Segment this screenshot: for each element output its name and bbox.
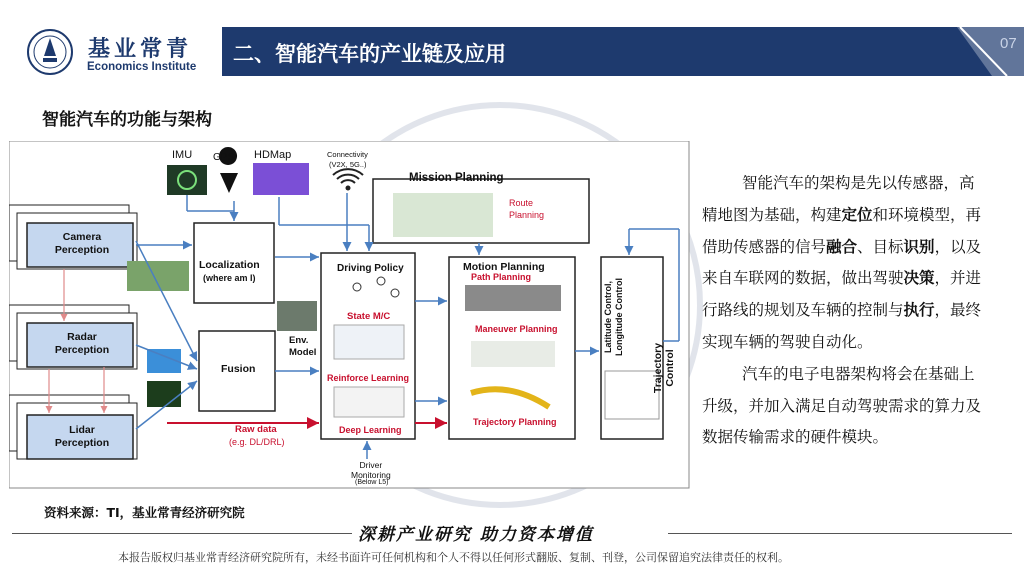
paragraph-1 — [702, 168, 984, 359]
hdmap-label: HDMap — [254, 149, 292, 161]
path-planning-image — [465, 285, 561, 311]
footer-divider-left — [12, 533, 352, 534]
connectivity-label: Connectivity — [327, 150, 368, 159]
slogan: 深耕产业研究 助力资本增值 — [358, 525, 594, 545]
imu-label: IMU — [172, 149, 193, 161]
text-segment: ，以及来自车联网的数据，做出驾驶 — [702, 237, 982, 288]
brand-name-en: Economics Institute — [87, 61, 197, 73]
source-note: 资料来源：TI，基业常青经济研究院 — [44, 505, 245, 520]
camera-image — [127, 261, 189, 291]
connectivity-sub-label: (V2X, 5G..) — [329, 160, 367, 169]
reinforce-learning-label: Reinforce Learning — [327, 373, 410, 383]
motion-planning-label: Motion Planning — [463, 261, 545, 273]
driver-monitoring-label: Driver Monitoring — [351, 460, 391, 480]
route-map-image — [393, 193, 493, 237]
fusion-label: Fusion — [221, 363, 256, 375]
hdmap-image — [253, 163, 309, 195]
trajectory-control-label: Trajectory Control — [652, 342, 676, 394]
text-segment: 、目标 — [857, 237, 904, 256]
brand-name-cn: 基业常青 — [88, 36, 193, 62]
section-title: 二、智能汽车的产业链及应用 — [233, 42, 506, 66]
sub-heading: 智能汽车的功能与架构 — [42, 110, 212, 130]
env-model-image — [277, 301, 317, 331]
path-planning-label: Path Planning — [471, 272, 532, 282]
imu-icon — [167, 165, 207, 195]
architecture-diagram — [9, 141, 690, 489]
text-segment: ，最终实现车辆的驾驶自动化。 — [702, 301, 982, 351]
bold-keyword: 决策 — [903, 269, 935, 288]
maneuver-planning-label: Maneuver Planning — [475, 324, 558, 334]
camera-perception-label: Camera Perception — [54, 231, 110, 256]
bold-keyword: 识别 — [903, 237, 935, 256]
env-model-label: Env. Model — [289, 335, 317, 358]
institute-logo — [26, 28, 74, 76]
deep-learning-label: Deep Learning — [339, 425, 402, 435]
gps-label: GPS — [213, 152, 235, 163]
bold-keyword: 融合 — [826, 237, 858, 256]
route-planning-label: Route Planning — [509, 198, 545, 220]
lat-long-control-label: Latitude Control, Longitude Control — [603, 278, 624, 356]
bold-keyword: 定位 — [841, 205, 873, 224]
raw-data-label: Raw data — [235, 424, 277, 435]
maneuver-planning-image — [471, 341, 555, 367]
lidar-perception-label: Lidar Perception — [54, 424, 110, 449]
footer-divider-right — [668, 533, 1012, 534]
mission-planning-label: Mission Planning — [409, 172, 504, 184]
state-mc-label: State M/C — [347, 311, 391, 322]
trajectory-planning-label: Trajectory Planning — [473, 417, 557, 427]
driving-policy-label: Driving Policy — [337, 263, 404, 274]
text-segment: 和环境模型，再借助传感器的信号 — [702, 205, 982, 256]
bold-keyword: 执行 — [903, 301, 935, 320]
raw-data-sub-label: (e.g. DL/DRL) — [229, 437, 285, 447]
paragraph-2: 汽车的电子电器架构将会在基础上升级，并加入满足自动驾驶需求的算力及数据传输需求的硬件模块。 — [702, 364, 982, 447]
text-segment: 智能汽车的架构是先以传感器，高精地图为基础，构建 — [702, 174, 975, 224]
lidar-image — [147, 381, 181, 407]
localization-sub-label: (where am I) — [203, 273, 256, 283]
body-text — [702, 168, 984, 454]
radar-perception-label: Radar Perception — [54, 331, 110, 356]
text-segment: ，并进行路线的规划及车辆的控制与 — [702, 269, 982, 320]
driver-monitoring-sub-label: (Below L5) — [355, 479, 389, 486]
page-number: 07 — [1000, 35, 1017, 52]
copyright-notice: 本报告版权归基业常青经济研究院所有，未经书面许可任何机构和个人不得以任何形式翻版、复制、刊登，公司保留追究法律责任的权利。 — [118, 551, 789, 564]
localization-label: Localization — [199, 259, 260, 271]
